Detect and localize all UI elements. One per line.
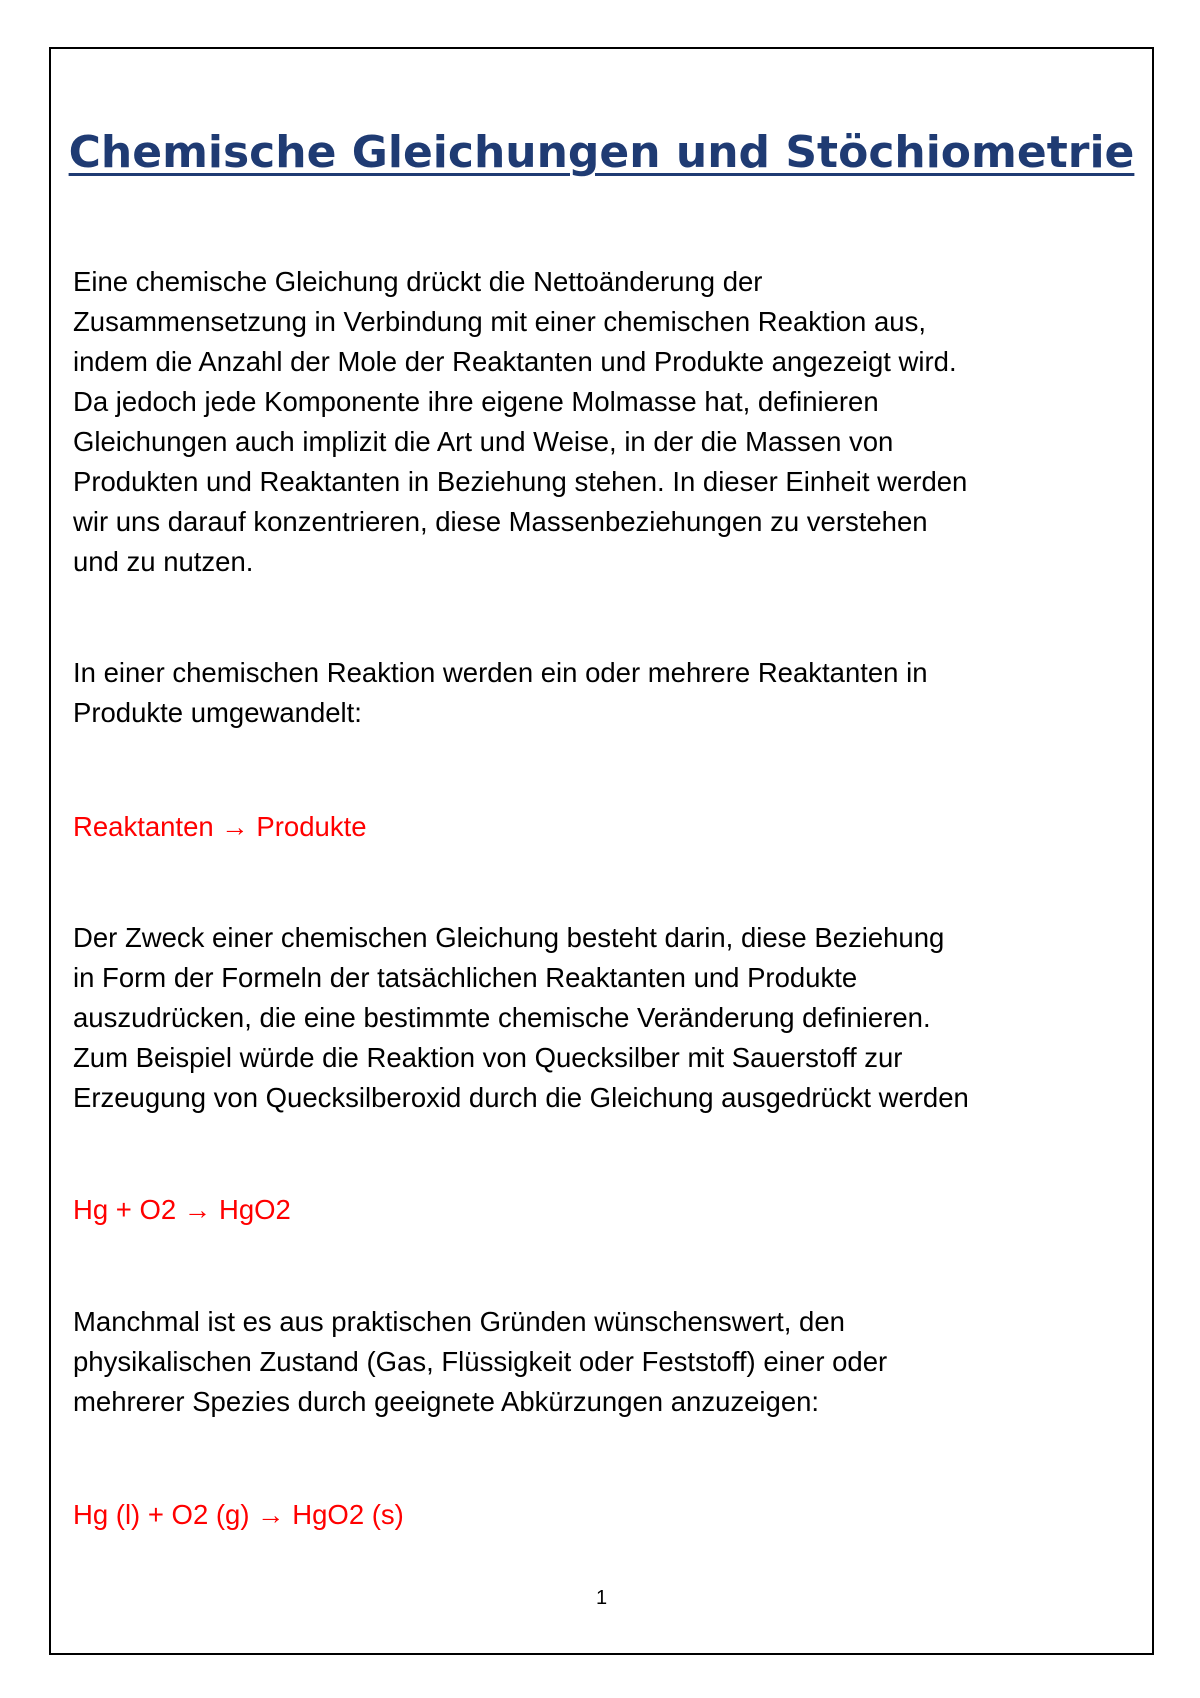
paragraph-reaction: In einer chemischen Reaktion werden ein oder mehrere Reaktanten in Produkte umgewandelt: [73,657,928,728]
paragraph-intro: Eine chemische Gleichung drückt die Nettoänderung der Zusammensetzung in Verbindung mit einer chemischen Reaktion aus, indem die Anzahl der Mole der Reaktanten und Produkte angezeigt wird. Da jedoch jede Komponente ihre eigene Molmasse hat, definieren Gleichungen auch implizit die Art und Weise, in der die Massen von Produkten und Reaktanten in Beziehung stehen. In dieser Einheit werden wir uns darauf konzentrieren, diese Massenbeziehungen zu verstehen und zu nutzen. [73,266,968,577]
page-title: Chemische Gleichungen und Stöchiometrie [68,127,1135,178]
paragraph-purpose: Der Zweck einer chemischen Gleichung besteht darin, diese Beziehung in Form der Formeln der tatsächlichen Reaktanten und Produkte auszudrücken, die eine bestimmte chemische Veränderung definieren. Zum Beispiel würde die Reaktion von Quecksilber mit Sauerstoff zur Erzeugung von Quecksilberoxid durch die Gleichung ausgedrückt werden [73,922,969,1113]
equation-mercury-oxide: Hg + O2 → HgO2 [73,1194,291,1225]
equation-general: Reaktanten → Produkte [73,811,367,842]
equation-with-states: Hg (l) + O2 (g) → HgO2 (s) [73,1499,404,1530]
paragraph-physical-state: Manchmal ist es aus praktischen Gründen wünschenswert, den physikalischen Zustand (Gas, Flüssigkeit oder Feststoff) einer oder mehrerer Spezies durch geeignete Abkürzungen anzuzeigen: [73,1306,888,1417]
page-number: 1 [595,1587,608,1609]
